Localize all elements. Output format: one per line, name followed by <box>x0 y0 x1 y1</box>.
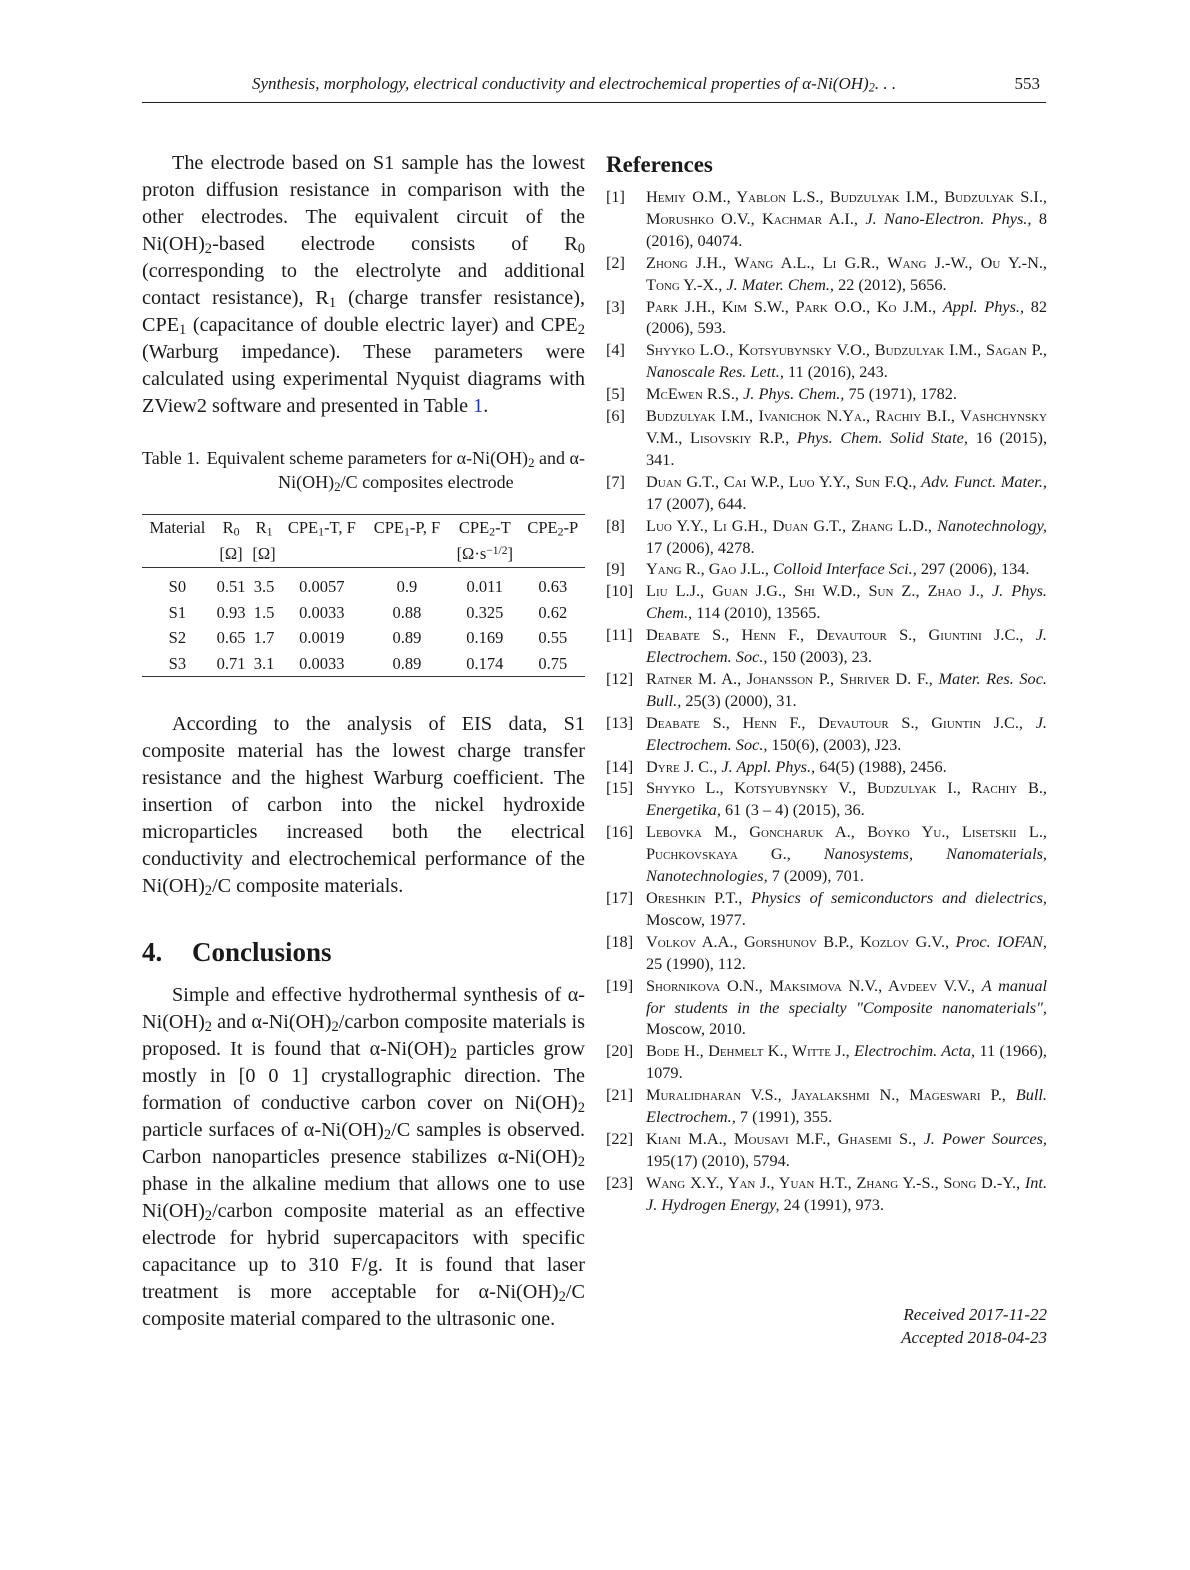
reference-text <box>646 1040 1047 1084</box>
reference-authors: Deabate S., Henn F., Devautour S., Giuntini J.C., <box>646 625 1024 645</box>
reference-number: [7] <box>606 471 625 491</box>
reference-item <box>606 821 1047 887</box>
table-caption <box>142 446 585 494</box>
reference-item <box>606 1172 1047 1216</box>
reference-journal: J. Electrochem. Soc., <box>646 625 1047 667</box>
reference-authors: Oreshkin P.T., <box>646 888 743 907</box>
reference-text <box>646 296 1047 340</box>
table-cell: 0.174 <box>466 653 504 673</box>
reference-item <box>606 405 1047 471</box>
reference-text <box>646 712 1047 756</box>
reference-journal: J. Electrochem. Soc., <box>646 712 1047 754</box>
reference-item <box>606 383 1047 405</box>
reference-number: [3] <box>606 296 625 316</box>
table-row <box>142 625 585 651</box>
reference-details: 61 (3 – 4) (2015), 36. <box>724 800 865 820</box>
unit-r0: [Ω] <box>219 544 243 563</box>
th-cpe2-t: $CPE_2-T$ <box>458 518 511 539</box>
paragraph-2: According to the analysis of EIS data, S1 composite material has the lowest charge transfer resistance and the highest Warburg coefficient. The insertion of carbon into the nickel hydroxide microparticles increased both the electrical conductivity and electrochemical performance of the $Ni(OH)_2/C$ composite materials. <box>142 713 585 900</box>
table-caption-text: Equivalent scheme parameters for $\alpha-Ni(OH)_2$ and $\alpha-Ni(OH)_2/C$ composites electrode <box>206 448 585 494</box>
th-cpe1-t: $CPE_1-T$, F <box>287 518 356 539</box>
reference-details: 22 (2012), 5656. <box>838 274 947 294</box>
reference-details: 25 (1990), 112. <box>646 953 746 973</box>
unit-material <box>142 541 213 568</box>
reference-journal: Energetika, <box>646 800 721 820</box>
reference-text <box>646 821 1047 887</box>
reference-number: [21] <box>606 1085 634 1105</box>
reference-details: 11 (2016), 243. <box>788 362 888 382</box>
references-heading: References <box>606 152 713 177</box>
reference-journal: A manual for students in the specialty "Composite nanomaterials", <box>646 975 1047 1017</box>
reference-text <box>646 887 1047 931</box>
unit-cpe1-t <box>279 541 365 568</box>
reference-item <box>606 252 1047 296</box>
reference-item <box>606 887 1047 931</box>
table-cell: 0.63 <box>538 577 568 596</box>
reference-journal: Nanosystems, Nanomaterials, Nanotechnologies, <box>646 844 1047 886</box>
reference-details: Moscow, 2010. <box>646 1019 746 1039</box>
right-column <box>606 150 1048 1347</box>
reference-text <box>646 756 1047 778</box>
reference-number: [22] <box>606 1128 634 1148</box>
running-title: Synthesis, morphology, electrical conductivity and electrochemical properties of $\alpha-Ni(OH)_2$. . . <box>252 74 897 95</box>
table-cell: 0.0057 <box>299 577 345 596</box>
table-cell: 0.51 <box>216 577 246 596</box>
reference-journal: Int. J. Hydrogen Energy, <box>646 1172 1048 1214</box>
reference-authors: Ratner M. A., Johansson P., Shriver D. F., <box>646 668 933 688</box>
reference-authors: Deabate S., Henn F., Devautour S., Giuntin J.C., <box>646 712 1024 732</box>
reference-item <box>606 624 1047 668</box>
reference-item <box>606 515 1047 559</box>
reference-text <box>646 471 1047 515</box>
table-cell: 0.325 <box>466 602 504 622</box>
reference-authors: Shornikova O.N., Maksimova N.V., Avdeev V.V., <box>646 975 975 995</box>
reference-number: [16] <box>606 822 634 842</box>
reference-journal: J. Appl. Phys., <box>721 756 816 776</box>
paragraph-3: Simple and effective hydrothermal synthesis of $\alpha-Ni(OH)_2$ and $\alpha-Ni(OH)_2$/carbon composite materials is proposed. It is found that $\alpha-Ni(OH)_2$ particles grow mostly in [0 0 1] crystallographic direction. The formation of conductive carbon cover on $Ni(OH)_2$ particle surfaces of $\alpha-Ni(OH)_2/C$ samples is observed. Carbon nanoparticles presence stabilizes $\alpha-Ni(OH)_2$ phase in the alkaline medium that allows one to use $Ni(OH)_2$/carbon composite material as an effective electrode for hybrid supercapacitors with specific capacitance up to 310 F/g. It is found that laser treatment is more acceptable for $\alpha-Ni(OH)_2/C$ composite material compared to the ultrasonic one. <box>142 984 586 1330</box>
reference-number: [1] <box>606 187 625 206</box>
table-cell: 3.5 <box>253 577 275 596</box>
table-cell: 1.7 <box>253 628 275 647</box>
left-column <box>142 150 585 1333</box>
reference-journal: Mater. Res. Soc. Bull., <box>646 668 1047 710</box>
reference-authors: Bode H., Dehmelt K., Witte J., <box>646 1041 850 1061</box>
table-cell: 3.1 <box>253 653 275 673</box>
reference-details: 17 (2007), 644. <box>646 493 747 513</box>
reference-details: 25(3) (2000), 31. <box>685 690 797 710</box>
th-r1: $R_1$ <box>255 518 273 539</box>
reference-text <box>646 1084 1047 1128</box>
reference-text <box>646 580 1047 624</box>
reference-details: 297 (2006), 134. <box>920 559 1030 579</box>
reference-number: [17] <box>606 888 634 907</box>
table-units-row <box>142 541 585 568</box>
reference-details: 114 (2010), 13565. <box>696 603 821 623</box>
reference-number: [15] <box>606 778 634 798</box>
reference-details: 8 (2016), 04074. <box>646 208 1047 250</box>
reference-authors: Muralidharan V.S., Jayalakshmi N., Mageswari P., <box>646 1085 1006 1105</box>
reference-item <box>606 296 1047 340</box>
reference-details: 11 (1966), 1079. <box>646 1041 1047 1083</box>
table-cell: 0.89 <box>392 653 422 673</box>
reference-details: 150 (2003), 23. <box>771 647 872 667</box>
reference-journal: Physics of semiconductors and dielectrics, <box>751 888 1047 907</box>
reference-text <box>646 383 1047 405</box>
reference-authors: Volkov A.A., Gorshunov B.P., Kozlov G.V., <box>646 931 950 951</box>
table-row <box>142 651 585 677</box>
reference-text <box>646 931 1047 975</box>
reference-item <box>606 339 1047 383</box>
table-row <box>142 600 585 626</box>
reference-number: [19] <box>606 975 634 995</box>
reference-number: [11] <box>606 625 633 645</box>
table-header-row <box>142 515 585 542</box>
reference-details: 16 (2015), 341. <box>646 427 1048 469</box>
section-title: Conclusions <box>192 937 332 967</box>
reference-number: [8] <box>606 515 625 535</box>
reference-authors: Kiani M.A., Mousavi M.F., Ghasemi S., <box>646 1128 917 1148</box>
reference-authors: Hemiy O.M., Yablon L.S., Budzulyak I.M., Budzulyak S.I., Morushko O.V., Kachmar A.I., <box>646 187 1047 228</box>
reference-authors: Budzulyak I.M., Ivanichok N.Ya., Rachiy B.I., Vashchynsky V.M., Lisovskiy R.P., <box>646 406 1047 447</box>
parameters-table <box>142 514 585 677</box>
unit-cpe1-p <box>365 541 449 568</box>
table-cell: 0.011 <box>466 577 504 596</box>
reference-details: 17 (2006), 4278. <box>646 537 755 557</box>
section-number: 4. <box>142 937 163 967</box>
table-cell: 0.0019 <box>299 628 345 647</box>
table-cell: 0.0033 <box>299 653 345 673</box>
reference-journal: J. Phys. Chem., <box>743 384 845 404</box>
reference-journal: J. Power Sources, <box>923 1128 1047 1148</box>
reference-number: [5] <box>606 384 625 404</box>
reference-item <box>606 1040 1047 1084</box>
reference-number: [12] <box>606 668 634 688</box>
received-date: Received 2017-11-22 <box>903 1305 1047 1324</box>
table-cell: 0.93 <box>216 602 246 622</box>
reference-number: [2] <box>606 252 625 272</box>
reference-journal: Nanotechnology, <box>937 515 1047 535</box>
reference-authors: McEwen R.S., <box>646 384 739 404</box>
th-r0: $R_0$ <box>222 518 240 539</box>
reference-details: 75 (1971), 1782. <box>848 384 957 404</box>
reference-authors: Wang X.Y., Yan J., Yuan H.T., Zhang Y.-S., Song D.-Y., <box>646 1172 1021 1192</box>
reference-number: [10] <box>606 581 634 601</box>
reference-text <box>646 1128 1047 1172</box>
reference-details: 64(5) (1988), 2456. <box>819 756 947 776</box>
table-cell: 0.169 <box>466 628 504 647</box>
reference-number: [6] <box>606 406 625 426</box>
reference-text <box>646 777 1047 821</box>
reference-text <box>646 405 1047 471</box>
reference-details: 7 (1991), 355. <box>739 1107 833 1127</box>
reference-details: 195(17) (2010), 5794. <box>646 1150 790 1170</box>
reference-item <box>606 1084 1047 1128</box>
unit-cpe2-t: $[\Omega\cdot s^{-1/2}]$ <box>456 544 514 563</box>
reference-authors: Luo Y.Y., Li G.H., Duan G.T., Zhang L.D., <box>646 515 932 535</box>
th-cpe1-p: $CPE_1-P$, F <box>373 518 441 539</box>
table-cell: S0 <box>168 577 187 596</box>
th-material: Material <box>149 518 206 537</box>
reference-number: [23] <box>606 1172 634 1192</box>
reference-number: [9] <box>606 559 625 579</box>
reference-text <box>646 975 1047 1041</box>
reference-item <box>606 471 1047 515</box>
reference-journal: J. Mater. Chem., <box>726 274 834 294</box>
reference-list <box>606 186 1047 1216</box>
reference-authors: Yang R., Gao J.L., <box>646 559 769 579</box>
reference-authors: Dyre J. C., <box>646 756 718 776</box>
reference-number: [14] <box>606 756 634 776</box>
reference-number: [4] <box>606 340 625 360</box>
reference-journal: Nanoscale Res. Lett., <box>646 362 784 382</box>
reference-authors: Zhong J.H., Wang A.L., Li G.R., Wang J.-W., Ou Y.-N., Tong Y.-X., <box>646 252 1047 294</box>
reference-text <box>646 624 1047 668</box>
th-cpe2-p: $CPE_2-P$ <box>527 518 579 539</box>
unit-cpe2-p <box>521 541 585 568</box>
reference-details: 7 (2009), 701. <box>771 866 864 886</box>
dates-block <box>901 1303 1047 1349</box>
paragraph-1: The electrode based on S1 sample has the lowest proton diffusion resistance in comparison with the other electrodes. The equivalent circuit of the $Ni(OH)_2$-based electrode consists of $R_0$ (corresponding to the electrolyte and additional contact resistance), $R_1$ (charge transfer resistance), $CPE_1$ (capacitance of double electric layer) and $CPE_2$ (Warburg impedance). These parameters were calculated using experimental Nyquist diagrams with ZView2 software and presented in Table 1. <box>142 152 586 417</box>
unit-r1: [Ω] <box>252 544 276 563</box>
reference-number: [13] <box>606 712 634 732</box>
table-cell: S2 <box>168 628 187 647</box>
reference-journal: Bull. Electrochem., <box>646 1085 1047 1127</box>
reference-journal: Phys. Chem. Solid State, <box>797 427 968 447</box>
table-row <box>142 568 585 600</box>
running-header <box>142 74 1046 103</box>
reference-item <box>606 975 1047 1041</box>
reference-text <box>646 1172 1047 1216</box>
table-cell: 0.71 <box>216 653 246 673</box>
reference-details: Moscow, 1977. <box>646 909 746 929</box>
reference-text <box>646 558 1047 580</box>
reference-item <box>606 668 1047 712</box>
reference-authors: Lebovka M., Goncharuk A., Boyko Yu., Lisetskii L., Puchkovskaya G., <box>646 822 1047 864</box>
reference-item <box>606 777 1047 821</box>
reference-item <box>606 186 1047 252</box>
reference-journal: J. Nano-Electron. Phys., <box>865 208 1032 228</box>
table-cell: 0.0033 <box>299 602 345 622</box>
reference-journal: Appl. Phys., <box>942 296 1025 316</box>
table-cell: 1.5 <box>253 602 275 622</box>
reference-number: [18] <box>606 931 634 951</box>
table-cell: 0.75 <box>538 653 568 673</box>
table-cell: 0.89 <box>392 628 422 647</box>
reference-journal: Proc. IOFAN, <box>955 931 1047 951</box>
reference-item <box>606 756 1047 778</box>
reference-authors: Liu L.J., Guan J.G., Shi W.D., Sun Z., Zhao J., <box>646 581 984 601</box>
table-cell: 0.62 <box>538 602 568 622</box>
reference-item <box>606 1128 1047 1172</box>
reference-authors: Park J.H., Kim S.W., Park O.O., Ko J.M., <box>646 296 937 316</box>
reference-authors: Duan G.T., Cai W.P., Luo Y.Y., Sun F.Q., <box>646 471 917 491</box>
reference-item <box>606 931 1047 975</box>
reference-number: [20] <box>606 1041 634 1061</box>
reference-text <box>646 515 1047 559</box>
reference-authors: Shyyko L.O., Kotsyubynsky V.O., Budzulyak I.M., Sagan P., <box>646 340 1047 360</box>
reference-journal: J. Phys. Chem., <box>646 581 1048 623</box>
table-cell: S3 <box>168 653 187 673</box>
table-cell: S1 <box>168 602 187 622</box>
page-number: 553 <box>1014 74 1040 93</box>
reference-details: 24 (1991), 973. <box>783 1194 884 1214</box>
reference-item <box>606 558 1047 580</box>
reference-details: 150(6), (2003), J23. <box>771 734 902 754</box>
reference-text <box>646 186 1047 252</box>
reference-item <box>606 580 1047 624</box>
table-cell: 0.88 <box>392 602 422 622</box>
reference-text <box>646 252 1047 296</box>
accepted-date: Accepted 2018-04-23 <box>901 1328 1047 1347</box>
table-caption-label: Table 1. <box>142 448 200 468</box>
reference-journal: Electrochim. Acta, <box>854 1041 976 1061</box>
reference-text <box>646 339 1047 383</box>
table-cell: 0.55 <box>538 628 568 647</box>
reference-journal: Adv. Funct. Mater., <box>921 471 1047 491</box>
table-cell: 0.9 <box>396 577 418 596</box>
reference-item <box>606 712 1047 756</box>
reference-text <box>646 668 1047 712</box>
reference-journal: Colloid Interface Sci., <box>773 559 917 579</box>
reference-details: 82 (2006), 593. <box>646 296 1048 338</box>
reference-authors: Shyyko L., Kotsyubynsky V., Budzulyak I., Rachiy B., <box>646 778 1047 798</box>
table-cell: 0.65 <box>216 628 246 647</box>
section-heading <box>142 934 585 970</box>
